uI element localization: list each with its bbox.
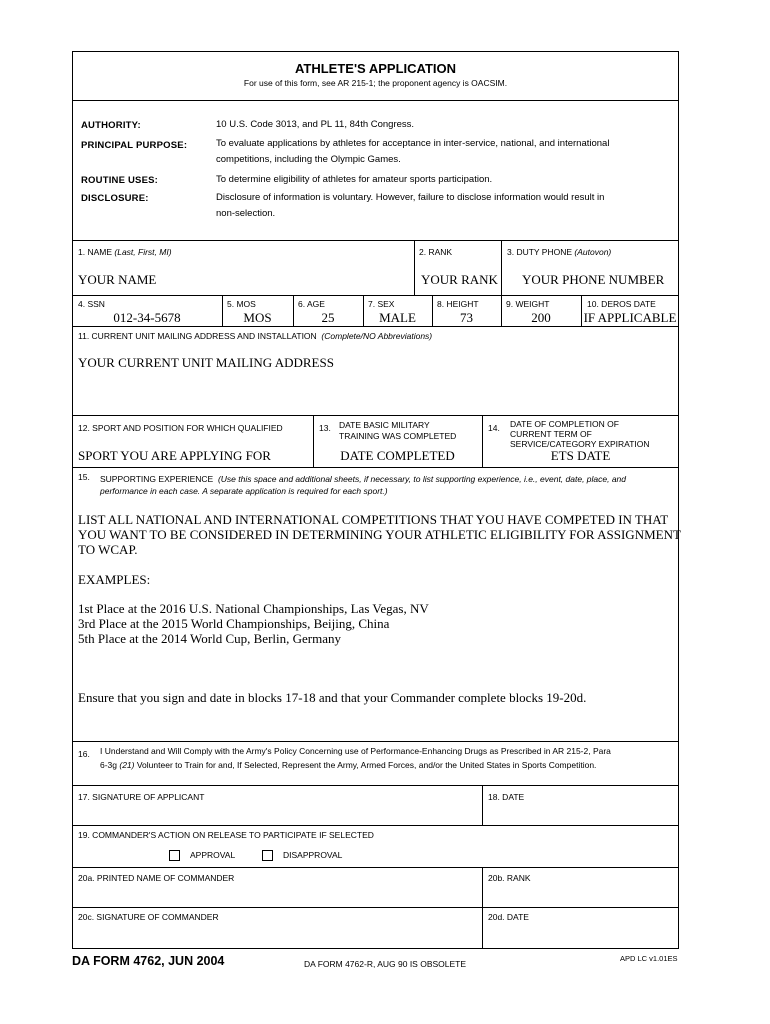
ets-label-2: CURRENT TERM OF [510,429,592,439]
commander-signature-field[interactable] [78,925,478,945]
phone-field[interactable]: YOUR PHONE NUMBER [522,272,665,287]
approval-checkbox[interactable] [169,850,180,861]
commander-name-field[interactable] [78,886,478,904]
experience-field[interactable] [78,512,681,557]
disapproval-checkbox[interactable] [262,850,273,861]
basic-label-1: DATE BASIC MILITARY [339,420,430,430]
divider [72,415,679,416]
date-field[interactable] [488,805,673,823]
experience-hint-2: performance in each case. A separate application is required for each sport.) [100,486,388,496]
signature-label: 17. SIGNATURE OF APPLICANT [78,792,205,802]
block16-line-2b: (21) [119,760,135,770]
ets-field[interactable]: ETS DATE [550,448,611,463]
divider [501,240,502,295]
block16-line-2a: 6-3g [100,760,120,770]
basic-field[interactable]: DATE COMPLETED [340,448,455,463]
commander-action-label: 19. COMMANDER'S ACTION ON RELEASE TO PARTICIPATE IF SELECTED [78,830,374,840]
divider [72,825,679,826]
sex-label: 7. SEX [368,299,395,309]
divider [72,741,679,742]
experience-num: 15. [78,472,90,482]
sport-field[interactable]: SPORT YOU ARE APPLYING FOR [78,448,271,463]
commander-signature-label: 20c. SIGNATURE OF COMMANDER [78,912,219,922]
divider [414,240,415,295]
purpose-label: PRINCIPAL PURPOSE: [81,140,188,151]
phone-label-hint: (Autovon) [574,247,612,257]
address-field[interactable]: YOUR CURRENT UNIT MAILING ADDRESS [78,355,334,370]
form-id: DA FORM 4762, JUN 2004 [72,954,225,968]
form-subtitle: For use of this form, see AR 215-1; the proponent agency is OACSIM. [243,78,508,88]
disapproval-option[interactable] [262,850,342,861]
purpose-text-1: To evaluate applications by athletes for acceptance in inter-service, national, and international [216,138,610,149]
authority-label: AUTHORITY: [81,120,141,131]
disapproval-label: DISAPPROVAL [283,850,343,860]
block16-line-1: I Understand and Will Comply with the Army's Policy Concerning use of Performance-Enhancing Drugs as Prescribed in AR 215-2, Para [100,746,611,756]
phone-label [507,247,611,257]
signature-field[interactable] [78,805,478,823]
block16-num: 16. [78,749,90,759]
rank-label: 2. RANK [419,247,453,257]
ets-label-1: DATE OF COMPLETION OF [510,419,619,429]
height-field[interactable]: 73 [460,310,473,325]
divider [482,785,483,825]
form-title: ATHLETE'S APPLICATION [294,61,456,76]
example-2: 3rd Place at the 2015 World Championships, Beijing, China [78,616,390,631]
ssn-label: 4. SSN [78,299,105,309]
divider [72,326,679,327]
sex-field[interactable]: MALE [379,310,416,325]
experience-para-2: YOU WANT TO BE CONSIDERED IN DETERMINING YOUR ATHLETIC ELIGIBILITY FOR ASSIGNMENT [78,527,681,542]
block16-line-2c: Volunteer to Train for and, If Selected, Represent the Army, Armed Forces, and/or the United States in Sports Competition. [134,760,597,770]
address-label-text: 11. CURRENT UNIT MAILING ADDRESS AND INSTALLATION [78,331,317,341]
divider [72,100,679,101]
experience-hint-2-wrap [100,486,388,496]
experience-para-3: TO WCAP. [78,542,138,557]
weight-field[interactable]: 200 [531,310,551,325]
ets-label-3: SERVICE/CATEGORY EXPIRATION [510,439,650,449]
commander-rank-label: 20b. RANK [488,873,531,883]
mos-label: 5. MOS [227,299,256,309]
commander-date-label: 20d. DATE [488,912,529,922]
height-label: 8. HEIGHT [437,299,479,309]
mos-field[interactable]: MOS [243,310,272,325]
divider [482,907,483,949]
deros-label: 10. DEROS DATE [587,299,656,309]
approval-option[interactable] [169,850,235,861]
authority-text: 10 U.S. Code 3013, and PL 11, 84th Congress. [216,119,415,130]
examples-label: EXAMPLES: [78,572,151,587]
disclosure-text-1: Disclosure of information is voluntary. However, failure to disclose information would result in [216,192,605,203]
obsolete-note: DA FORM 4762-R, AUG 90 IS OBSOLETE [304,959,467,969]
age-field[interactable]: 25 [321,310,335,325]
address-label [78,331,432,341]
divider [72,295,679,296]
rank-field[interactable]: YOUR RANK [421,272,498,287]
divider [72,240,679,241]
example-3: 5th Place at the 2014 World Cup, Berlin, Germany [78,631,341,646]
commander-rank-field[interactable] [488,886,673,904]
deros-field[interactable]: IF APPLICABLE [583,310,677,325]
ssn-field[interactable]: 012-34-5678 [113,310,181,325]
purpose-text-2: competitions, including the Olympic Games. [216,154,401,165]
ets-num: 14. [488,423,500,433]
routine-label: ROUTINE USES: [81,175,159,186]
divider [72,907,679,908]
experience-para-1: LIST ALL NATIONAL AND INTERNATIONAL COMPETITIONS THAT YOU HAVE COMPETED IN THAT [78,512,669,527]
divider [482,867,483,907]
weight-label: 9. WEIGHT [506,299,550,309]
phone-label-text: 3. DUTY PHONE [507,247,573,257]
experience-hint-1: (Use this space and additional sheets, if necessary, to list supporting experience, i.e., event, date, place, and [217,474,627,484]
approval-label: APPROVAL [190,850,236,860]
divider [72,867,679,868]
block16-line-2 [100,760,596,770]
name-label [78,247,172,257]
date-label: 18. DATE [488,792,525,802]
divider [72,467,679,468]
example-1: 1st Place at the 2016 U.S. National Championships, Las Vegas, NV [78,601,429,616]
address-label-hint: (Complete/NO Abbreviations) [321,331,433,341]
sport-label: 12. SPORT AND POSITION FOR WHICH QUALIFIED [78,423,283,433]
name-label-hint: (Last, First, MI) [114,247,172,257]
experience-label [100,474,626,484]
basic-label-2: TRAINING WAS COMPLETED [339,431,457,441]
routine-text: To determine eligibility of athletes for amateur sports participation. [216,174,493,185]
commander-date-field[interactable] [488,925,673,945]
commander-name-label: 20a. PRINTED NAME OF COMMANDER [78,873,235,883]
disclosure-text-2: non-selection. [216,208,276,219]
name-field[interactable]: YOUR NAME [78,272,157,287]
basic-num: 13. [319,423,331,433]
experience-label-text: SUPPORTING EXPERIENCE [100,474,214,484]
disclosure-label: DISCLOSURE: [81,193,149,204]
name-label-text: 1. NAME [78,247,113,257]
experience-closing: Ensure that you sign and date in blocks 17-18 and that your Commander complete blocks 19-20d. [78,690,587,705]
divider [72,785,679,786]
version-note: APD LC v1.01ES [620,954,678,963]
age-label: 6. AGE [298,299,325,309]
